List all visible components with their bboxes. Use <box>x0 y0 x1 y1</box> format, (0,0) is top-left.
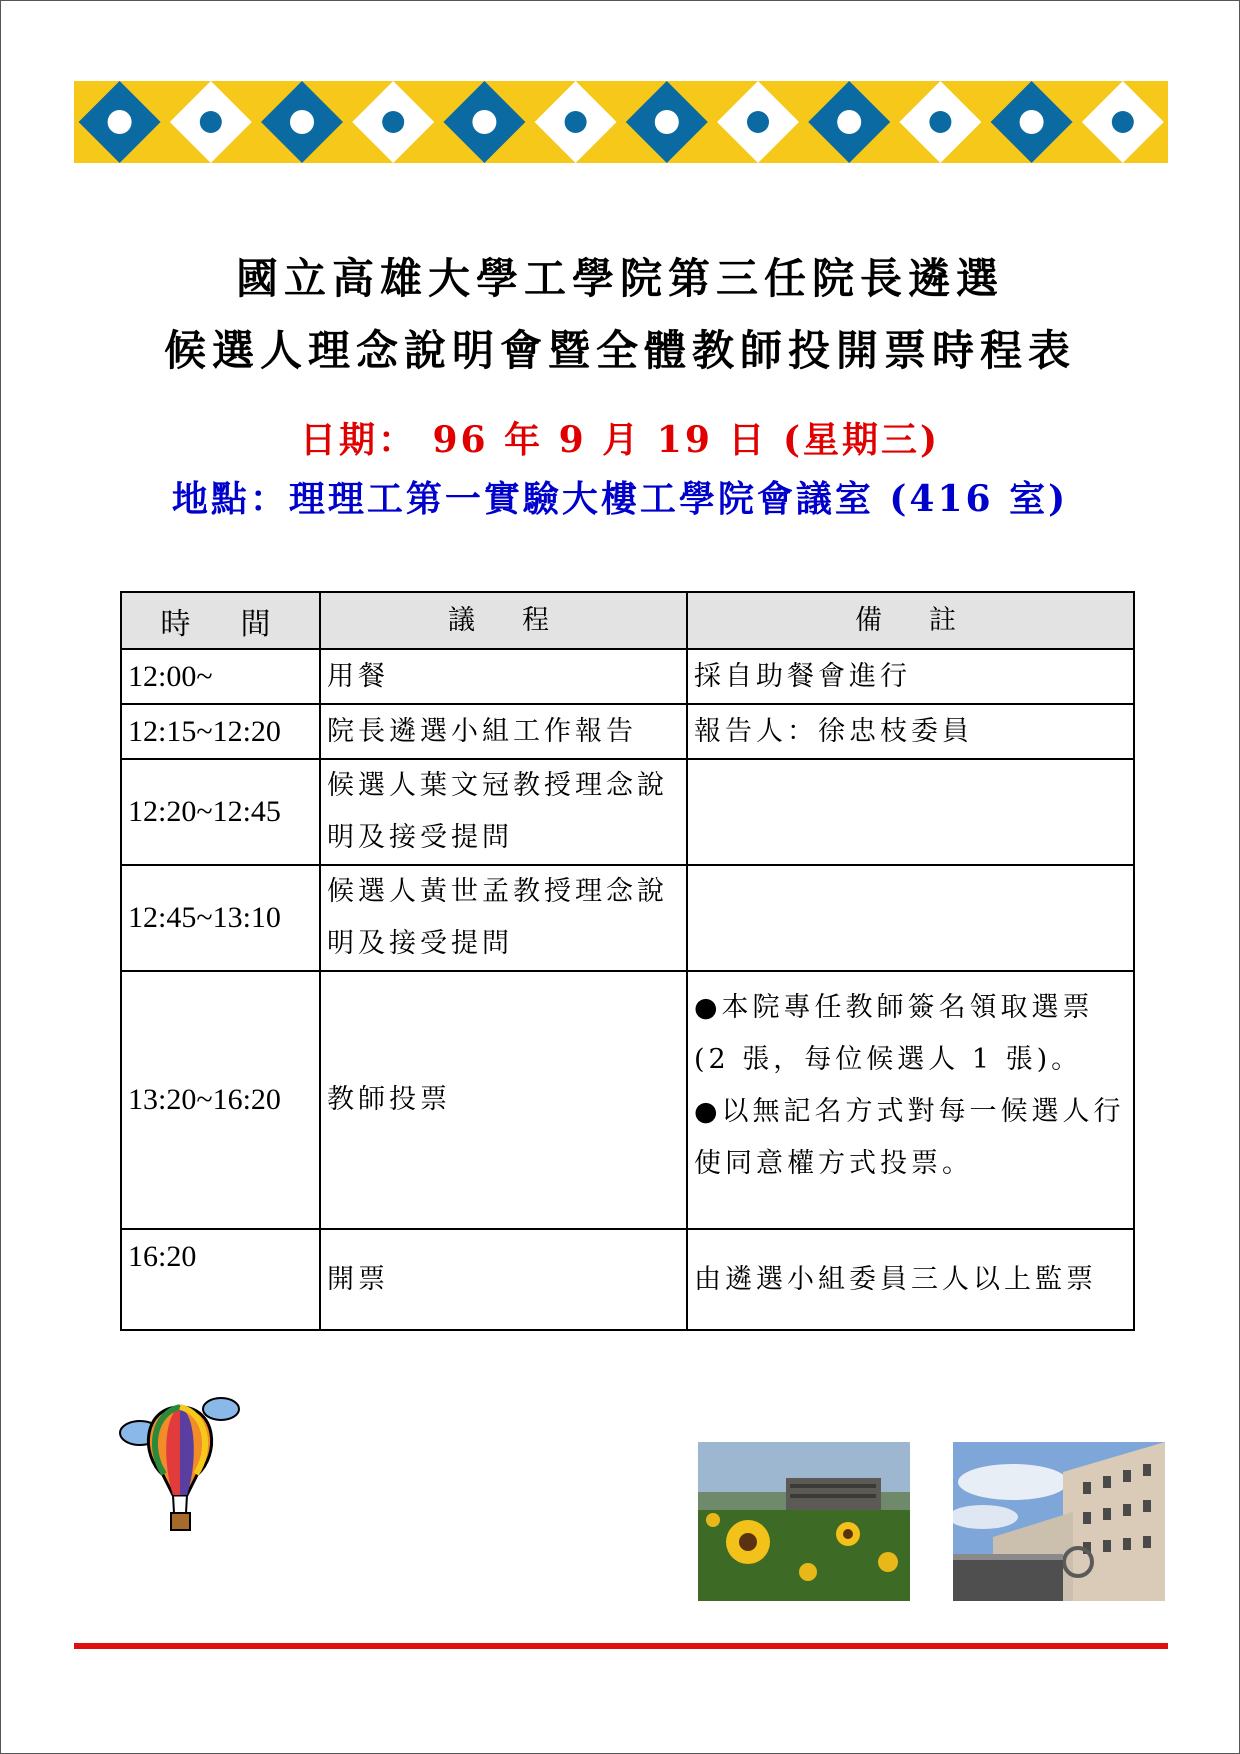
sunflower-campus-photo <box>698 1442 910 1601</box>
banner-dot <box>290 110 314 134</box>
title-line-2: 候選人理念說明會暨全體教師投開票時程表 <box>163 326 1076 375</box>
decorative-diamond-banner <box>74 81 1168 163</box>
table-row <box>121 865 1134 971</box>
header-time: 時 間 <box>121 592 320 649</box>
row-agenda: 候選人黃世孟教授理念說明及接受提問 <box>320 865 687 971</box>
row-time: 12:00~ <box>121 649 320 704</box>
header-note: 備 註 <box>687 592 1134 649</box>
banner-dot <box>565 111 587 133</box>
row-time: 12:20~12:45 <box>121 759 320 865</box>
banner-dot <box>747 111 769 133</box>
banner-dot <box>655 110 679 134</box>
banner-dot <box>1112 111 1134 133</box>
note-bullet-2: ●以無記名方式對每一候選人行使同意權方式投票。 <box>694 1096 1125 1179</box>
table-header-row <box>121 592 1134 649</box>
banner-dot <box>472 110 496 134</box>
row-note <box>687 971 1134 1229</box>
banner-dot <box>1020 110 1044 134</box>
row-agenda: 教師投票 <box>320 971 687 1229</box>
row-note: 由遴選小組委員三人以上監票 <box>687 1229 1134 1330</box>
title-line-1: 國立高雄大學工學院第三任院長遴選 <box>235 254 1004 303</box>
row-time: 12:45~13:10 <box>121 865 320 971</box>
campus-building-photo <box>953 1442 1165 1601</box>
table-row <box>121 704 1134 759</box>
table-row <box>121 971 1134 1229</box>
row-agenda: 開票 <box>320 1229 687 1330</box>
schedule-table <box>120 591 1135 1331</box>
note-bullet-1: ●本院專任教師簽名領取選票(2 張，每位候選人 1 張)。 <box>694 992 1094 1075</box>
banner-dot <box>200 111 222 133</box>
table-row <box>121 1229 1134 1330</box>
row-agenda: 用餐 <box>320 649 687 704</box>
row-time: 16:20 <box>121 1229 320 1330</box>
header-agenda: 議 程 <box>320 592 687 649</box>
row-agenda: 院長遴選小組工作報告 <box>320 704 687 759</box>
row-agenda: 候選人葉文冠教授理念說明及接受提問 <box>320 759 687 865</box>
row-note <box>687 865 1134 971</box>
row-time: 13:20~16:20 <box>121 971 320 1229</box>
banner-dot <box>108 110 132 134</box>
row-note <box>687 759 1134 865</box>
banner-dot <box>837 110 861 134</box>
row-note: 報告人：徐忠枝委員 <box>687 704 1134 759</box>
footer-divider <box>74 1643 1168 1649</box>
banner-dot <box>929 111 951 133</box>
table-row <box>121 649 1134 704</box>
table-row <box>121 759 1134 865</box>
event-date: 日期： 96 年 9 月 19 日 (星期三) <box>299 419 941 461</box>
banner-dot <box>382 111 404 133</box>
event-location: 地點：理理工第一實驗大樓工學院會議室 (416 室) <box>171 478 1069 520</box>
row-time: 12:15~12:20 <box>121 704 320 759</box>
row-note: 採自助餐會進行 <box>687 649 1134 704</box>
hot-air-balloon-icon <box>118 1395 243 1540</box>
